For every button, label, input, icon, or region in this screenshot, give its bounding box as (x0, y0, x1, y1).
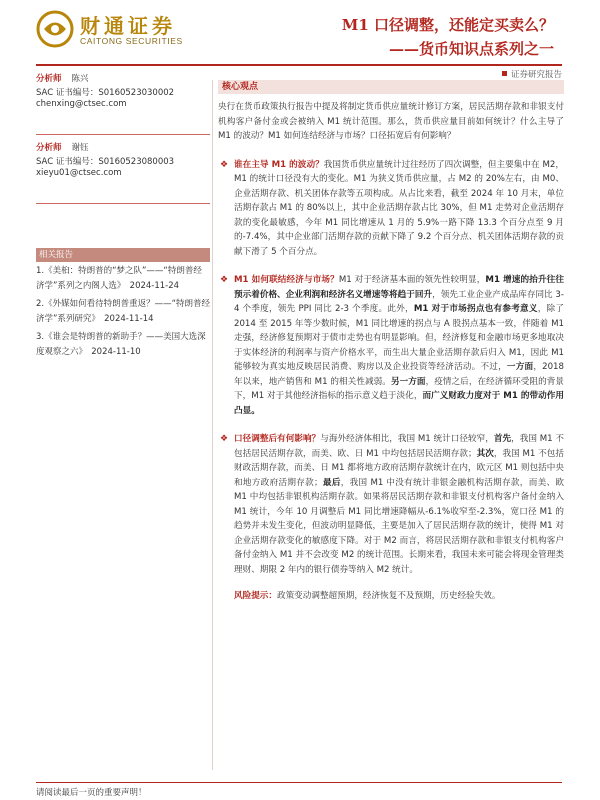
point-emphasis: 其次 (476, 448, 494, 459)
analyst-name: 谢钰 (71, 143, 89, 153)
core-views (218, 80, 564, 603)
point-body: ，我国 M1 不包括居民活期存款，而美、欧、日 M1 中均包括居民活期存款； (234, 434, 564, 459)
analyst-email[interactable]: xieyu01@ctsec.com (36, 168, 122, 178)
analyst-role: 分析师 (36, 74, 62, 84)
point-emphasis: M1 对于市场拐点也有参考意义 (413, 304, 538, 314)
report-type-text: 证券研究报告 (510, 70, 562, 80)
analyst-email[interactable]: chenxing@ctsec.com (36, 99, 127, 109)
square-bullet-icon (502, 71, 507, 76)
point-body: ，领先工业企业产成品库存同比 3-4 个季度，领先 PPI 同比 2-3 个季度。此外， (234, 289, 564, 314)
core-views-heading: 核心观点 (218, 80, 564, 94)
brand-name-cn: 财通证券 (80, 14, 176, 38)
point-3 (218, 432, 564, 577)
analyst-card (36, 141, 210, 199)
point-body: ，2018 年以来，地产销售和 M1 的相关性减弱。 (234, 362, 564, 387)
disclaimer-note: 请阅读最后一页的重要声明！ (36, 788, 147, 798)
related-report-link[interactable]: 3.《谁会是特朗普的新助手？——美国大选深度观察之六》 2024-11-10 (36, 332, 206, 357)
point-emphasis: 首先 (493, 434, 512, 444)
point-lead: M1 如何联结经济与市场？ (234, 275, 339, 285)
related-reports-list (36, 264, 210, 363)
point-body: ，我国 M1 不包括财政活期存款，而美、日 M1 都将地方政府活期存款统计在内，欧元区 M1 则包括中央和地方政府活期存款； (234, 448, 564, 488)
diamond-bullet-icon: ❖ (220, 275, 229, 285)
report-subtitle: ——货币知识点系列之一 (388, 40, 554, 58)
caitong-logo-icon (36, 10, 74, 48)
column-divider (212, 80, 213, 770)
brand-logo (36, 8, 186, 52)
divider (36, 203, 210, 204)
point-body: 我国货币供应量统计过往经历了四次调整，但主要集中在 M2，M1 的统计口径没有大的变化。M1 为狭义货币供应量，占 M2 的 20%左右，由 M0、企业活期存款、机关团体存款等五项构成。从占比来看，截至 2024 年 10 月末，单位活期存款占 M1 的 80%以上，其中企业活期存款占比 30%，但 M1 走势对企业活期存款的变化最敏感，今年 M1 同比增速从 1 月的 5.9%一路下降 13.3 个百分点至 9 月的-7.4%，其中企业部门活期存款的贡献下降了 9.2 个百分点、机关团体活期存款的贡献下滑了 5 个百分点。 (234, 159, 564, 257)
point-body: 与海外经济体相比，我国 M1 统计口径较窄， (320, 434, 494, 444)
report-type-label (502, 68, 562, 80)
core-intro: 央行在货币政策执行报告中提及将制定货币供应量统计修订方案，居民活期存款和非银支付机构客户备付金或会被纳入 M1 统计范围。那么，货币供应量目前如何统计？什么主导了 M1 的波动？M1 如何连结经济与市场？口径拓宽后有何影响？ (218, 102, 564, 141)
divider (36, 134, 210, 135)
point-body: ，除了 2014 至 2015 年等少数时候，M1 同比增速的拐点与 A 股拐点基本一致，伴随着 M1 走强，经济修复预期对于债市走势也有明显影响。但，经济修复和金融市场更多地取决于实体经济的利润率与资产价格水平，而生出大量企业活期存款后归入 M1，因此 M1 能够较为真实地反映居民消费、购房以及企业投资等经济活动。不过， (234, 304, 564, 372)
analyst-card (36, 72, 210, 130)
point-emphasis: 另一方面 (390, 376, 426, 387)
point-body: M1 对于经济基本面的领先性较明显， (338, 275, 486, 285)
point-emphasis: M1 增速的抬升往往预示着价格、企业利润和经济名义增速等将趋于回升 (234, 275, 564, 300)
point-emphasis: 最后 (322, 477, 341, 488)
point-body: ，疫情之后，在经济循环受阻的背景下，M1 对于其他经济指标的指示意义趋于淡化， (234, 376, 564, 401)
analyst-panel (36, 72, 210, 210)
related-reports-heading: 相关报告 (36, 248, 210, 262)
point-emphasis: 一方面 (506, 362, 534, 372)
footer-rule (36, 782, 562, 783)
diamond-bullet-icon: ❖ (220, 159, 229, 170)
point-lead: 谁在主导 M1 的波动？ (234, 159, 324, 170)
point-body: ，我国 M1 中没有统计非银金融机构活期存款，而美、欧 M1 中均包括非银机构活期存款。如果将居民活期存款和非银支付机构客户备付金纳入 M1 统计，今年 10 月调整后 M1 同比增速降幅从-6.1%收窄至-2.3%，宽口径 M1 的趋势并未发生变化，但波动明显降低，主要是加入了居民活期存款的统计，使得 M1 对企业活期存款变化的敏感度下降。对于 M2 而言，将居民活期存款和非银支付机构客户备付金纳入 M1 并不会改变 M2 的统计范围。长期来看，我国未来可能会将现金管理类理财、期限 2 年内的银行债券等纳入 M2 统计。 (234, 477, 564, 575)
risk-label: 风险提示： (234, 591, 277, 601)
report-title: M1 口径调整，还能定买卖么？ (341, 16, 554, 34)
point-1 (218, 158, 564, 260)
risk-text: 政策变动调整超预期，经济恢复不及预期，历史经验失效。 (276, 591, 501, 601)
diamond-bullet-icon: ❖ (220, 434, 229, 444)
point-emphasis: 而广义财政力度对于 M1 的带动作用凸显。 (234, 391, 564, 416)
analyst-sac: SAC 证书编号：S0160523030002 (36, 88, 175, 98)
point-lead: 口径调整后有何影响？ (234, 434, 321, 444)
point-2 (218, 273, 564, 418)
page-header (0, 0, 600, 64)
analyst-sac: SAC 证书编号：S0160523080003 (36, 157, 175, 167)
risk-warning (218, 589, 564, 603)
header-rule (36, 64, 562, 66)
related-report-link[interactable]: 1.《美桕：特朗普的“梦之队”——“特朗普经济学”系列之内阁人选》 2024-11-24 (36, 266, 202, 291)
related-report-link[interactable]: 2.《外媒如何看待特朗普重返？——“特朗普经济学”系列研究》 2024-11-14 (36, 299, 211, 324)
analyst-name: 陈兴 (71, 74, 89, 84)
analyst-role: 分析师 (36, 143, 62, 153)
brand-name-en: CAITONG SECURITIES (80, 36, 183, 46)
